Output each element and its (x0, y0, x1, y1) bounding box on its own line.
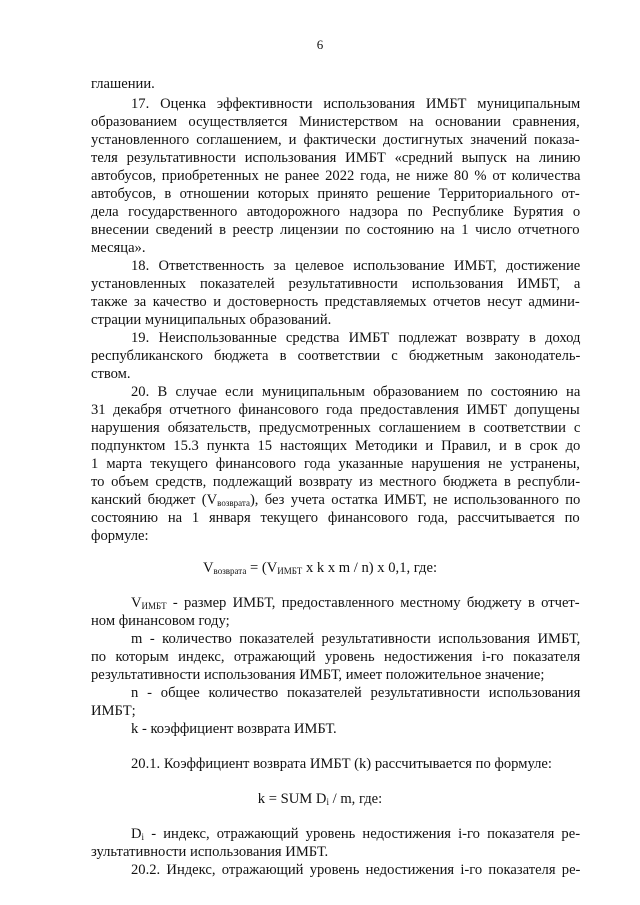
text-line: подпунктом 15.3 пункта 15 настоящих Методики и Правил, и в срок до (91, 438, 581, 454)
text-line (91, 492, 580, 509)
formula-k (0, 791, 640, 808)
text-fragment: - размер ИМБТ, предоставленного местному бюджету в отчет- (166, 595, 580, 611)
text-line: страции муниципальных образований. (91, 312, 332, 328)
definition-v-imbt (131, 595, 580, 612)
text-line: глашении. (91, 76, 155, 92)
text-fragment: V (131, 595, 142, 611)
text-line: автобусов, в отношении которых принято решение Территориального от- (91, 186, 580, 202)
subscript: возврата (213, 566, 247, 576)
definition-k: k - коэффициент возврата ИМБТ. (131, 721, 337, 737)
paragraph-20-1: 20.1. Коэффициент возврата ИМБТ (k) рассчитывается по формуле: (131, 756, 552, 772)
text-fragment: D (131, 826, 142, 842)
text-line: республиканского бюджета в соответствии с бюджетным законодатель- (91, 348, 581, 364)
text-line: формуле: (91, 528, 149, 544)
subscript: i (326, 797, 329, 807)
text-line: результативности использования ИМБТ, имеет положительное значение; (91, 667, 545, 683)
text-line: нарушения обязательств, предусмотренных соглашением в соответствии с (91, 420, 581, 436)
text-line: состоянию на 1 января текущего финансового года, рассчитывается по (91, 510, 580, 526)
page-number: 6 (316, 37, 324, 52)
text-fragment: ), без учета остатка ИМБТ, не использованного по (249, 492, 581, 508)
text-line: ИМБТ; (91, 703, 136, 719)
subscript: ИМБТ (277, 566, 303, 576)
definition-n: n - общее количество показателей результативности использования (131, 685, 581, 701)
text-line: месяца». (91, 240, 146, 256)
paragraph-20-start: 20. В случае если муниципальным образованием по состоянию на (131, 384, 581, 400)
text-line: установленных показателей результативности использования ИМБТ, а (91, 276, 581, 292)
subscript: ИМБТ (141, 601, 167, 611)
formula-return-volume (0, 560, 640, 577)
definition-d-i (131, 826, 580, 843)
text-line: установленного соглашением, и фактически достигнутых значений показа- (91, 132, 580, 148)
text-fragment: канский бюджет (V (91, 492, 218, 508)
text-fragment: = (V (246, 560, 278, 576)
paragraph-19-start: 19. Неиспользованные средства ИМБТ подлежат возврату в доход (131, 330, 581, 346)
text-line: образованием осуществляется Министерством на основании сравнения, (91, 114, 580, 130)
text-line: теля результативности использования ИМБТ «средний выпуск на линию (91, 150, 581, 166)
text-line: 1 марта текущего финансового года указанные нарушения не устранены, (91, 456, 580, 472)
subscript: i (141, 832, 145, 842)
paragraph-17-start: 17. Оценка эффективности использования ИМБТ муниципальным (131, 96, 581, 112)
text-line: ном финансовом году; (91, 613, 230, 629)
text-line: 31 декабря отчетного финансового года предоставления ИМБТ допущены (91, 402, 580, 418)
text-fragment: x k x m / n) x 0,1, где: (302, 560, 438, 576)
text-line: ством. (91, 366, 131, 382)
text-line: дела государственного автодорожного надзора по Республике Бурятия о (91, 204, 581, 220)
paragraph-18-start: 18. Ответственность за целевое использование ИМБТ, достижение (131, 258, 581, 274)
text-fragment: V (202, 560, 214, 576)
text-line: зультативности использования ИМБТ. (91, 844, 329, 860)
paragraph-20-2: 20.2. Индекс, отражающий уровень недостижения i-го показателя ре- (131, 862, 581, 878)
subscript: возврата (217, 498, 250, 508)
text-line: по которым индекс, отражающий уровень недостижения i-го показателя (91, 649, 581, 665)
text-line: то объем средств, подлежащий возврату из местного бюджета в республи- (91, 474, 581, 490)
text-fragment: - индекс, отражающий уровень недостижения i-го показателя ре- (144, 826, 581, 842)
definition-m: m - количество показателей результативности использования ИМБТ, (131, 631, 581, 647)
text-line: также за качество и достоверность представляемых отчетов несут админи- (91, 294, 580, 310)
text-fragment: / m, где: (328, 791, 383, 807)
text-line: автобусов, приобретенных не ранее 2022 года, не ниже 80 % от количества (91, 168, 581, 184)
text-line: внесении сведений в реестр лицензии по состоянию на 1 число отчетного (91, 222, 580, 238)
text-fragment: k = SUM D (257, 791, 327, 807)
